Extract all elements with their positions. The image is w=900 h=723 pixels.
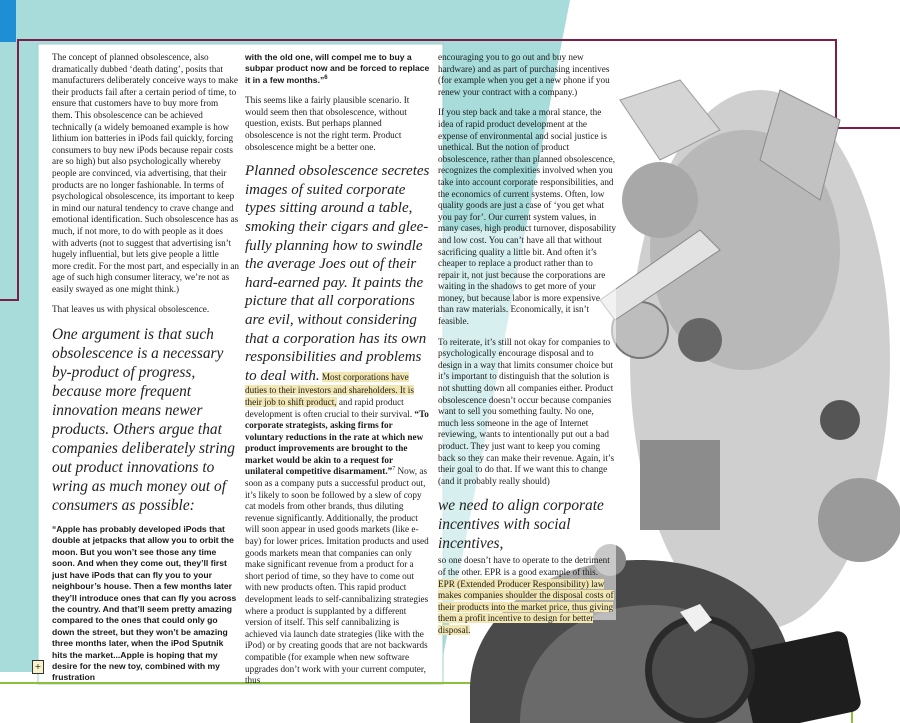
footnote-ref-6: 6	[324, 74, 328, 81]
col3-paragraph-4	[438, 555, 616, 636]
col1-pull-quote: One argument is that such obsolescence is a necessary by-product of progress, because more frequent innovation means newer products. Others argue that companies deliberately string out product innovations to wring as much money out of consumers as possible:	[52, 326, 235, 515]
col3-paragraph-3: To reiterate, it’s still not okay for companies to psychologically encourage disposal and to design in a way that limits consumer choice but it’s important to distinguish that the solution is not shutting down all companies either. Product obsolescence doesn’t occur because companies want to sell you something faulty. No one, much less someone in the age of Internet reviewing, wants to intentionally put out a bad product. They just want to keep you coming back so they can make their revenue. Again, it’s their goal to do that. If we want this to change (and it probably really should)	[438, 336, 615, 486]
col3-body-text: so one doesn’t have to operate to the detriment of the other. EPR is a good example of this.	[438, 555, 610, 577]
cyan-corner-block	[0, 0, 16, 42]
text-column-1	[52, 52, 240, 693]
col3-highlight-text: EPR (Extended Producer Responsibility) law makes companies shoulder the disposal costs of their products into the market price, thus giving them a profit incentive to design for better disposal.	[438, 578, 614, 635]
col2-quote-text: with the old one, will compel me to buy a subpar product now and be forced to replace it in a few months.”	[245, 52, 430, 85]
col1-paragraph-2: That leaves us with physical obsolescence.	[52, 304, 210, 315]
col2-block-quote-continued	[245, 52, 431, 86]
text-column-3	[438, 52, 616, 646]
footnote-ref-7: 7	[392, 466, 396, 473]
col2-pull-quote: Planned obsolescence secretes images of suited corporate types sitting around a table, smoking their cigars and glee-fully planning how to swindle the average Joes out of their hard-earned pay. It paints the picture that all corporations are evil, without considering that a corporation has its own responsibilities and problems to deal with.	[245, 163, 430, 384]
col2-body-text-b: Now, as soon as a company puts a successful product out, it’s likely to soon be followed by a slew of copy cat models from other brands, thus diluting revenue significantly. Additionally, the product will soon appear in used goods markets (like e-bay) for lower prices. Imitation products and used goods markets mean that companies can only make significant revenue from a product for a short period of time, so they have to come out with new products often. This rapid product development leads to self-cannibalizing strategies where a product is supplanted by a different version of itself. This self cannibalizing is achieved via launch date strategies (like with the iPod) or by creating goods that are not backwards compatible (for example when new software upgrades don’t work with your current computer, thus	[245, 466, 429, 686]
col2-body-text-a: and rapid product development is often crucial to their survival.	[245, 396, 415, 419]
col1-paragraph-1: The concept of planned obsolescence, also dramatically dubbed ‘death dating’, posits that manufacturers deliberately conceive ways to make their products fail after a certain period of time, to ensure that customers have to buy more from them. This obsolescence can be achieved technically (a widely bemoaned example is how lithium ion batteries in iPods fail quickly, forcing consumers to buy new iPods because repair costs are so high) but also psychologically whereby people are convinced, via advertising, that their products are no longer fashionable. In terms of psychological obsolescence, its important to keep in mind our natural tendency to crave change and emotional identification. Such obsolescence has as much, if not more, to do with people as it does with adverts (not to suggest that advertising isn’t hugely influential, but lets give people a little more credit. For the most part, and especially in an age of such high consumer literacy, we’re not as easily swayed as one might think.)	[52, 52, 240, 294]
col1-block-quote: “Apple has probably developed iPods that double at jetpacks that allow you to orbit the moon. But you won’t see those any time soon. And when they come out, they’ll first just have iPods that can fly you to your neighbour’s house. Then a few months later they’ll introduce ones that can fly you across the country. And that’ll seem pretty amazing compared to the ones that could only go down the street, but they won’t be amazing three months later, when the iPod Sputnik hits the market...Apple is hoping that my desire for the new toy, combined with my frustration	[52, 524, 237, 683]
col3-paragraph-2: If you step back and take a moral stance, the idea of rapid product development at the expense of environmental and social justice is unethical. But the notion of product obsolescence, rather than planned obsolescence, recognizes the complexities involved when you take into account corporate responsibilities, and the economics of current systems. Often, low quality goods are just a case of ‘you get what you pay for’. Our current system values, in many cases, high product turnover, disposability and low cost. You can’t have all that without sacrificing quality a little bit. And often it’s cheaper to replace a product rather than to repair it, not just because the corporations are waiting in the shadows to get more of your money, but because labor is more expensive than raw materials. Economically, it isn’t feasible.	[438, 107, 616, 327]
col2-highlight-text: Most corporations have duties to their investors and shareholders. It is their job to shift product,	[245, 371, 414, 407]
col3-pull-quote: we need to align corporate incentives with social incentives,	[438, 497, 604, 553]
text-column-2	[245, 52, 431, 696]
overset-text-marker-icon[interactable]: +	[32, 660, 44, 674]
col2-paragraph-1: This seems like a fairly plausible scenario. It would seem then that obsolescence, without question, exists. But perhaps planned obsolescence is not the right term. Product obsolescence might be a better one.	[245, 95, 410, 152]
col2-pull-and-body	[245, 162, 431, 687]
col3-paragraph-1: encouraging you to go out and buy new hardware) and as part of purchasing incentives (for example when you get a new phone if you renew your contract with a company.)	[438, 52, 610, 97]
col2-bold-quote: “To corporate strategists, asking firms for voluntary reductions in the rate at which new product improvements are brought to the market would be akin to a request for unilateral competitive disarmament.”	[245, 408, 429, 477]
